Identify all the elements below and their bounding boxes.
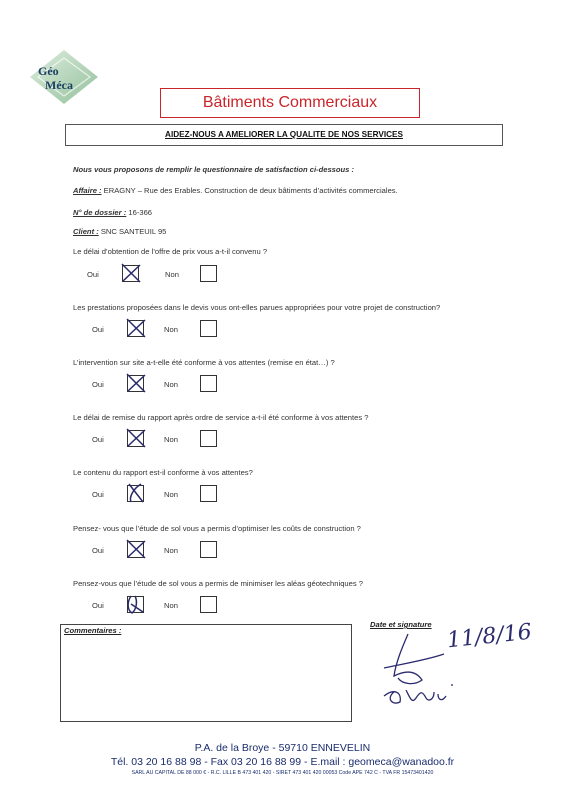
geomeca-logo	[28, 48, 100, 106]
q6-yes-label: Oui	[92, 546, 104, 555]
q4-no-checkbox[interactable]	[200, 430, 217, 447]
dossier-line	[73, 208, 152, 217]
q5-yes-checkbox[interactable]	[127, 485, 144, 502]
question-4: Le délai de remise du rapport après ordre de service a-t-il été conforme à vos attentes ?	[73, 413, 369, 422]
affaire-line	[73, 186, 398, 195]
comments-label: Commentaires :	[64, 626, 122, 635]
question-1: Le délai d’obtention de l’offre de prix vous a-t-il convenu ?	[73, 247, 268, 256]
q2-no-label: Non	[164, 325, 178, 334]
intro-text: Nous vous proposons de remplir le questionnaire de satisfaction ci-dessous :	[73, 165, 355, 174]
q4-no-label: Non	[164, 435, 178, 444]
q3-no-label: Non	[164, 380, 178, 389]
client-value: SNC SANTEUIL 95	[98, 227, 167, 236]
client-line	[73, 227, 166, 236]
question-2: Les prestations proposées dans le devis vous ont-elles parues appropriées pour votre projet de construction?	[73, 303, 441, 312]
q1-no-label: Non	[165, 270, 179, 279]
q3-no-checkbox[interactable]	[200, 375, 217, 392]
checked-cross-icon	[123, 426, 149, 450]
q5-no-label: Non	[164, 490, 178, 499]
logo-text-geo: Géo	[38, 64, 59, 78]
q7-yes-checkbox[interactable]	[127, 596, 144, 613]
checked-cross-icon	[123, 371, 149, 395]
q4-yes-label: Oui	[92, 435, 104, 444]
q2-no-checkbox[interactable]	[200, 320, 217, 337]
q1-yes-checkbox[interactable]	[122, 265, 139, 282]
q1-yes-label: Oui	[87, 270, 99, 279]
q1-no-checkbox[interactable]	[200, 265, 217, 282]
q5-no-checkbox[interactable]	[200, 485, 217, 502]
q3-yes-label: Oui	[92, 380, 104, 389]
checked-cross-icon	[123, 316, 149, 340]
q7-no-checkbox[interactable]	[200, 596, 217, 613]
question-6: Pensez- vous que l’étude de sol vous a permis d’optimiser les coûts de construction ?	[73, 524, 361, 533]
question-3: L’intervention sur site a-t-elle été conforme à vos attentes (remise en état…) ?	[73, 358, 335, 367]
signature-label: Date et signature	[370, 620, 432, 629]
checked-cross-icon	[123, 481, 149, 505]
q6-no-label: Non	[164, 546, 178, 555]
logo-text-meca: Méca	[45, 78, 73, 92]
document-subtitle: AIDEZ-NOUS A AMELIORER LA QUALITE DE NOS SERVICES	[65, 124, 503, 146]
dossier-label: N° de dossier :	[73, 208, 127, 217]
checked-cross-icon	[123, 537, 149, 561]
q5-yes-label: Oui	[92, 490, 104, 499]
q7-yes-label: Oui	[92, 601, 104, 610]
checked-cross-icon	[123, 592, 149, 616]
client-label: Client :	[73, 227, 99, 236]
q4-yes-checkbox[interactable]	[127, 430, 144, 447]
document-title: Bâtiments Commerciaux	[160, 88, 420, 118]
handwritten-date: 11/8/16	[445, 619, 533, 654]
q3-yes-checkbox[interactable]	[127, 375, 144, 392]
q2-yes-label: Oui	[92, 325, 104, 334]
q2-yes-checkbox[interactable]	[127, 320, 144, 337]
affaire-value: ERAGNY – Rue des Erables. Construction de deux bâtiments d’activités commerciales.	[101, 186, 398, 195]
comments-box[interactable]	[60, 624, 352, 722]
footer-contact: Tél. 03 20 16 88 98 - Fax 03 20 16 88 99 - E.mail : geomeca@wanadoo.fr	[110, 756, 455, 768]
q7-no-label: Non	[164, 601, 178, 610]
checked-cross-icon	[118, 261, 144, 285]
dossier-value: 16-366	[126, 208, 153, 217]
footer-legal: SARL AU CAPITAL DE 88 000 € - R.C. LILLE B 473 401 420 - SIRET 473 401 420 00053 Code APE 742 C - TVA FR 15473401420	[131, 770, 434, 776]
question-5: Le contenu du rapport est-il conforme à vos attentes?	[73, 468, 253, 477]
affaire-label: Affaire :	[73, 186, 102, 195]
handwritten-signature	[372, 628, 492, 712]
footer-address: P.A. de la Broye - 59710 ENNEVELIN	[194, 742, 371, 754]
question-7: Pensez-vous que l’étude de sol vous a permis de minimiser les aléas géotechniques ?	[73, 579, 363, 588]
q6-no-checkbox[interactable]	[200, 541, 217, 558]
q6-yes-checkbox[interactable]	[127, 541, 144, 558]
